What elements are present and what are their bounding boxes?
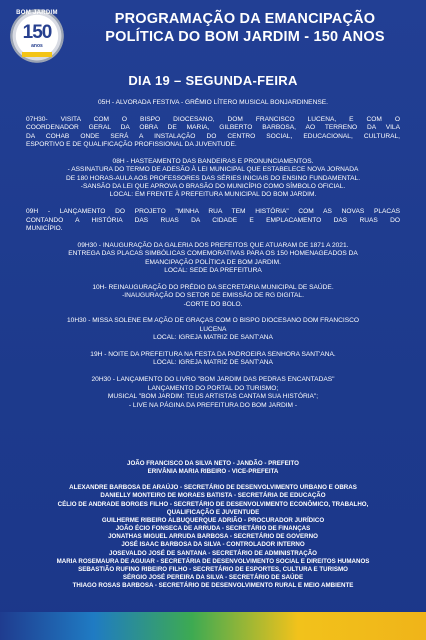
program-line: - ASSINATURA DO TERMO DE ADESÃO À LEI MUNICIPAL QUE ESTABELECE NOVA JORNADA (67, 166, 359, 174)
program-line: 20H30 - LANÇAMENTO DO LIVRO "BOM JARDIM DAS PEDRAS ENCANTADAS" (91, 376, 335, 384)
program-item (26, 158, 400, 200)
program-line: LOCAL: SEDE DA PREFEITURA (164, 267, 262, 275)
program-line: 10H30 - MISSA SOLENE EM AÇÃO DE GRAÇAS COM O BISPO DIOCESANO DOM FRANCISCO (66, 317, 360, 325)
program-line: 10H- REINAUGURAÇÃO DO PRÉDIO DA SECRETARIA MUNICIPAL DE SAÚDE. (92, 283, 334, 291)
program-item (26, 208, 400, 233)
program-line: CONTANDO A HISTÓRIA DAS RUAS DA CIDADE E EMPLACAMENTO DAS RUAS DO (26, 216, 400, 224)
program-list (26, 99, 400, 418)
program-line: -SANSÃO DA LEI QUE APROVA O BRASÃO DO MUNICÍPIO COMO SÍMBOLO OFICIAL. (80, 183, 346, 191)
program-line: LUCENA (199, 325, 227, 333)
program-line: -INAUGURAÇÃO DO SETOR DE EMISSÃO DE RG DIGITAL. (122, 292, 304, 300)
program-line: ESPORTIVO E DE QUALIFICAÇÃO PROFISSIONAL DA JUVENTUDE. (26, 141, 237, 149)
program-line: MUSICAL "BOM JARDIM: TEUS ARTISTAS CANTAM SUA HISTÓRIA"; (107, 393, 319, 401)
logo-top-text: BOM JARDIM (16, 10, 58, 16)
official-line: THIAGO ROSAS BARBOSA - SECRETÁRIO DE DESENVOLVIMENTO RURAL E MEIO AMBIENTE (72, 582, 354, 590)
officials-list (20, 460, 406, 590)
official-line: DANIELLY MONTEIRO DE MORAES BATISTA - SECRETÁRIA DE EDUCAÇÃO (100, 492, 326, 500)
official-line: CÉLIO DE ANDRADE BORGES FILHO - SECRETÁRIO DE DESENVOLVIMENTO ECONÔMICO, TRABALHO, (57, 500, 369, 508)
program-item (26, 376, 400, 410)
header (0, 0, 426, 68)
official-line: MARIA ROSEMAURA DE AGUIAR - SECRETÁRIA DE DESENVOLVIMENTO SOCIAL E DIREITOS HUMANOS (56, 557, 370, 565)
program-line: ENTREGA DAS PLACAS SIMBÓLICAS COMEMORATIVAS PARA OS 150 HOMENAGEADOS DA (68, 250, 358, 258)
program-line: 05H - ALVORADA FESTIVA - GRÊMIO LÍTERO MUSICAL BONJARDINENSE. (98, 99, 328, 106)
logo-number: 150 (22, 22, 52, 43)
program-line: LANÇAMENTO DO PORTAL DO TURISMO; (147, 384, 279, 392)
official-line: QUALIFICAÇÃO E JUVENTUDE (166, 508, 260, 516)
logo-sub-text: anos (31, 43, 43, 49)
title-line-2: POLÍTICA DO BOM JARDIM - 150 ANOS (105, 29, 385, 45)
program-line: LOCAL: EM FRENTE À PREFEITURA MUNICIPAL DO BOM JARDIM. (109, 191, 317, 199)
bom-jardim-150-logo (8, 8, 66, 64)
program-item (26, 242, 400, 276)
program-item (26, 351, 400, 368)
color-stripe (0, 612, 426, 640)
program-line: 09H30 - INAUGURAÇÃO DA GALERIA DOS PREFEITOS QUE ATUARAM DE 1871 A 2021. (77, 241, 349, 249)
logo-ribbon (22, 52, 52, 57)
program-item (26, 116, 400, 150)
official-line: SÉRGIO JOSÉ PEREIRA DA SILVA - SECRETÁRIO DE SAÚDE (122, 574, 304, 582)
program-line: EMANCIPAÇÃO POLÍTICA DE BOM JARDIM. (145, 258, 281, 266)
program-line: DA COHAB ONDE SERÁ A INSTALAÇÃO DO CENTRO SOCIAL, EDUCACIONAL, CULTURAL, (26, 132, 400, 140)
program-line: - LIVE NA PÁGINA DA PREFEITURA DO BOM JARDIM - (128, 401, 298, 409)
program-line: COORDENADOR GERAL DA OBRA DE MARIA, GILBERTO BARBOSA, AO TERRENO DA VILA (26, 124, 400, 132)
program-line: 19H - NOITE DA PREFEITURA NA FESTA DA PADROEIRA SENHORA SANT'ANA. (90, 351, 336, 359)
official-line: JOSÉ ISAAC BARBOSA DA SILVA - CONTROLADOR INTERNO (121, 541, 305, 549)
official-line: ALEXANDRE BARBOSA DE ARAÚJO - SECRETÁRIO DE DESENVOLVIMENTO URBANO E OBRAS (69, 484, 357, 492)
program-line: LOCAL: IGREJA MATRIZ DE SANT'ANA (153, 359, 273, 367)
spacer (20, 476, 406, 484)
official-line: JOÃO ÉCIO FONSECA DE ARRUDA - SECRETÁRIO DE FINANÇAS (115, 525, 311, 533)
program-line: -CORTE DO BOLO. (183, 300, 243, 308)
program-item (26, 99, 400, 107)
program-line: MUNICÍPIO. (26, 225, 63, 233)
official-line: GUILHERME RIBEIRO ALBUQUERQUE ADRIÃO - PROCURADOR JURÍDICO (101, 516, 325, 524)
official-line: JOSEVALDO JOSÉ DE SANTANA - SECRETÁRIO DE ADMINISTRAÇÃO (109, 549, 317, 557)
day-heading: DIA 19 – SEGUNDA-FEIRA (128, 73, 298, 88)
program-item (26, 284, 400, 309)
program-line: 07H30- VISITA COM O BISPO DIOCESANO, DOM FRANCISCO LUCENA, E COM O (26, 115, 400, 123)
official-line: JONATHAS MIGUEL ARRUDA BARBOSA - SECRETÁRIO DE GOVERNO (108, 533, 318, 541)
official-line: JOÃO FRANCISCO DA SILVA NETO - JANDÃO - PREFEITO (127, 460, 299, 467)
page-title (70, 10, 420, 46)
title-line-1: PROGRAMAÇÃO DA EMANCIPAÇÃO (114, 11, 376, 27)
program-line: LOCAL: IGREJA MATRIZ DE SANT'ANA (153, 334, 273, 342)
official-line: SEBASTIÃO RUFINO RIBEIRO FILHO - SECRETÁRIO DE ESPORTES, CULTURA E TURISMO (78, 565, 348, 573)
program-line: DE 180 HORAS-AULA AOS PROFESSORES DAS SÉRIES INICIAIS DO ENSINO FUNDAMENTAL. (65, 174, 361, 182)
program-line: 08H - HASTEAMENTO DAS BANDEIRAS E PRONUNCIAMENTOS. (112, 157, 314, 165)
program-line: 09H - LANÇAMENTO DO PROJETO "MINHA RUA TEM HISTÓRIA" COM AS NOVAS PLACAS (26, 208, 400, 216)
official-line: ERIVÂNIA MARIA RIBEIRO - VICE-PREFEITA (147, 468, 279, 476)
program-item (26, 317, 400, 342)
